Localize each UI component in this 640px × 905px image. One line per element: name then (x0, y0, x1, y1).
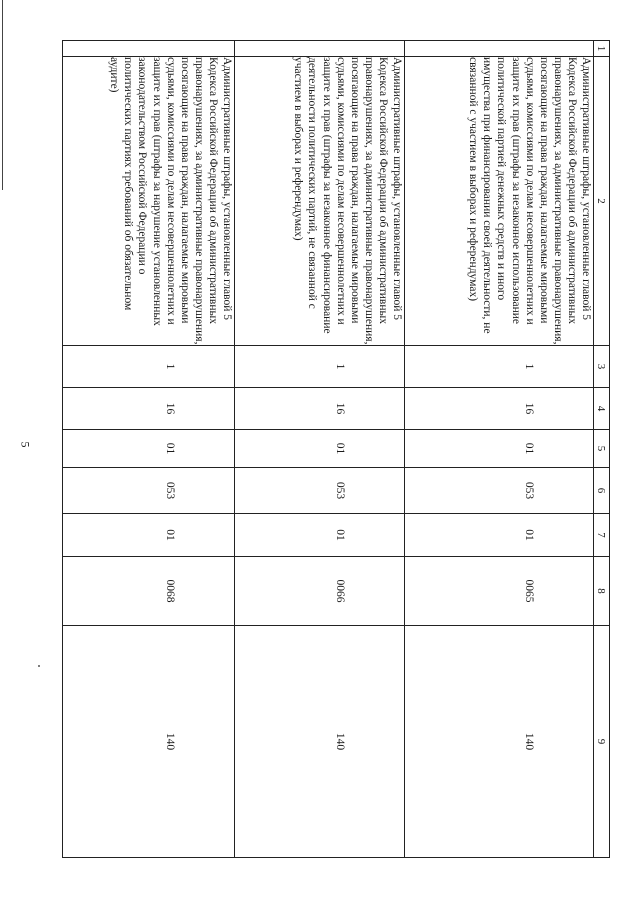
code-cell (235, 557, 405, 626)
table-row (235, 41, 405, 858)
group-code: 16 (334, 402, 346, 415)
analytic-code: 140 (523, 732, 535, 751)
code-cell (235, 346, 405, 388)
column-header: 7 (594, 514, 610, 557)
column-header: 6 (594, 468, 610, 514)
admin-code: 1 (164, 363, 176, 370)
article-code: 053 (164, 481, 176, 500)
column-header: 9 (594, 626, 610, 858)
column-header: 4 (594, 388, 610, 430)
scan-speck (38, 665, 40, 667)
code-cell (63, 514, 235, 557)
subgroup-code: 01 (523, 442, 535, 455)
element-code: 0068 (164, 579, 176, 603)
code-cell (235, 514, 405, 557)
element-code: 0066 (334, 579, 346, 603)
table-row (63, 41, 235, 858)
code-cell (63, 468, 235, 514)
code-cell (235, 430, 405, 468)
column-number-row (594, 41, 610, 858)
row-number-cell (235, 41, 405, 57)
rotated-page (63, 40, 610, 857)
column-header: 1 (594, 41, 610, 57)
group-code: 16 (523, 402, 535, 415)
column-header: 3 (594, 346, 610, 388)
admin-code: 1 (334, 363, 346, 370)
code-cell (63, 557, 235, 626)
subarticle-code: 01 (164, 529, 176, 541)
revenue-name-cell: Административные штрафы, установленные главой 5 Кодекса Российской Федерации об административных правонарушениях, за административные правонарушения, посягающие на права граждан, налагаемые мировыми судьями, комиссиями по делам несовершеннолетних и защите их прав (штрафы за нарушение установленных законодательством Российской Федерации о политических партиях требований об обязательном аудите) (63, 57, 235, 346)
row-number-cell (63, 41, 235, 57)
article-code: 053 (523, 481, 535, 500)
code-cell (405, 626, 594, 858)
table-row (405, 41, 594, 858)
analytic-code: 140 (164, 732, 176, 751)
code-cell (405, 514, 594, 557)
revenue-name-cell: Административные штрафы, установленные главой 5 Кодекса Российской Федерации об административных правонарушениях, за административные правонарушения, посягающие на права граждан, налагаемые мировыми судьями, комиссиями по делам несовершеннолетних и защите их прав (штрафы за незаконное использование политической партией денежных средств и иного имущества при финансировании своей деятельности, не связанной с участием в выборах и референдумах) (405, 57, 594, 346)
article-code: 053 (334, 481, 346, 500)
admin-code: 1 (523, 363, 535, 370)
page-number: 5 (18, 441, 33, 448)
code-cell (63, 346, 235, 388)
code-cell (63, 430, 235, 468)
code-cell (235, 468, 405, 514)
element-code: 0065 (523, 579, 535, 603)
column-header: 5 (594, 430, 610, 468)
code-cell (405, 557, 594, 626)
subarticle-code: 01 (334, 529, 346, 541)
code-cell (63, 388, 235, 430)
row-number-cell (405, 41, 594, 57)
code-cell (63, 626, 235, 858)
code-cell (405, 388, 594, 430)
code-cell (235, 626, 405, 858)
code-cell (405, 430, 594, 468)
subgroup-code: 01 (164, 442, 176, 455)
code-cell (405, 346, 594, 388)
scan-edge-line (2, 0, 3, 190)
revenue-name-cell: Административные штрафы, установленные главой 5 Кодекса Российской Федерации об административных правонарушениях, за административные правонарушения, посягающие на права граждан, налагаемые мировыми судьями, комиссиями по делам несовершеннолетних и защите их прав (штрафы за незаконное финансирование деятельности политических партий, не связанной с участием в выборах и референдумах) (235, 57, 405, 346)
code-cell (405, 468, 594, 514)
group-code: 16 (164, 402, 176, 415)
subgroup-code: 01 (334, 442, 346, 455)
budget-classification-table (62, 40, 610, 858)
column-header: 8 (594, 557, 610, 626)
analytic-code: 140 (334, 732, 346, 751)
subarticle-code: 01 (523, 529, 535, 541)
code-cell (235, 388, 405, 430)
column-header: 2 (594, 57, 610, 346)
